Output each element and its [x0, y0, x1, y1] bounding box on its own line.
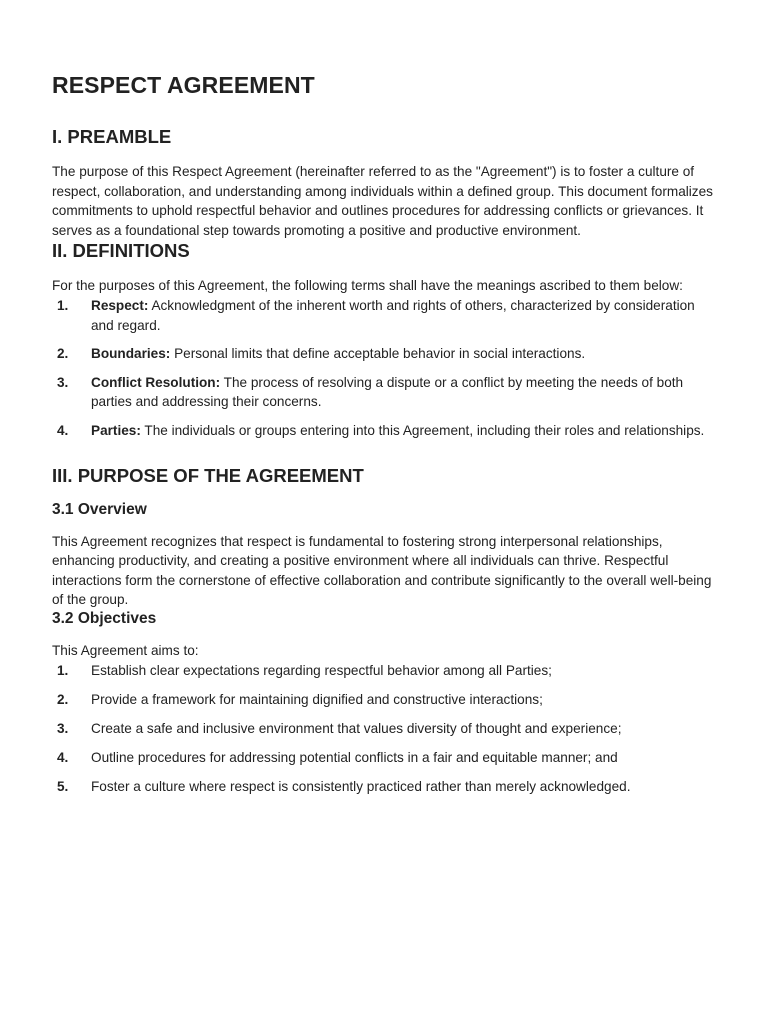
definition-term: Respect: — [91, 297, 149, 313]
definition-text: The individuals or groups entering into this Agreement, including their roles and relationships. — [140, 422, 705, 438]
preamble-text: The purpose of this Respect Agreement (hereinafter referred to as the "Agreement") is to foster a culture of respect, collaboration, and understanding among individuals within a defined group. This document formalizes commitments to uphold respectful behavior and outlines procedures for addressing conflicts or grievances. It serves as a foundational step towards promoting a positive and productive environment. — [52, 164, 713, 238]
list-number: 4. — [57, 750, 69, 766]
list-number: 2. — [57, 346, 69, 362]
definition-term: Parties: — [91, 422, 141, 438]
objective-text: Foster a culture where respect is consistently practiced rather than merely acknowledged. — [91, 779, 631, 795]
objective-text: Outline procedures for addressing potential conflicts in a fair and equitable manner; and — [91, 750, 618, 766]
objective-item — [52, 748, 718, 768]
preamble-section — [52, 126, 718, 240]
objective-item — [52, 661, 718, 681]
objective-text: Create a safe and inclusive environment that values diversity of thought and experience; — [91, 720, 622, 736]
definition-text: The process of resolving a dispute or a conflict by meeting the needs of both parties and addressing their concerns. — [91, 374, 684, 410]
definition-item — [52, 373, 718, 412]
objective-item — [52, 777, 718, 797]
definitions-intro: For the purposes of this Agreement, the following terms shall have the meanings ascribed to them below: — [52, 278, 683, 294]
definition-item — [52, 296, 718, 335]
definition-text: Acknowledgment of the inherent worth and rights of others, characterized by consideration and regard. — [91, 297, 695, 333]
objectives-list — [52, 661, 718, 797]
document-title: RESPECT AGREEMENT — [52, 72, 315, 98]
definition-item — [52, 421, 718, 441]
list-number: 4. — [57, 422, 69, 438]
list-number: 2. — [57, 691, 69, 707]
objective-text: Provide a framework for maintaining dignified and constructive interactions; — [91, 691, 543, 707]
list-number: 5. — [57, 779, 69, 795]
definition-text: Personal limits that define acceptable behavior in social interactions. — [170, 346, 586, 362]
definitions-list — [52, 296, 718, 441]
objective-item — [52, 719, 718, 739]
objectives-heading: 3.2 Objectives — [52, 609, 157, 627]
definitions-section — [52, 240, 718, 440]
overview-text: This Agreement recognizes that respect is fundamental to fostering strong interpersonal relationships, enhancing productivity, and creating a positive environment where all individuals can thrive. Respectful interactions form the cornerstone of effective collaboration and contribute significantly to the overall well-being of the group. — [52, 533, 712, 608]
purpose-heading: III. PURPOSE OF THE AGREEMENT — [52, 464, 364, 486]
list-number: 3. — [57, 720, 69, 736]
preamble-heading: I. PREAMBLE — [52, 126, 172, 147]
list-number: 1. — [57, 297, 69, 313]
purpose-section — [52, 465, 718, 797]
objectives-intro: This Agreement aims to: — [52, 642, 199, 658]
list-number: 3. — [57, 374, 69, 390]
definition-term: Conflict Resolution: — [91, 374, 221, 390]
definition-term: Boundaries: — [91, 346, 171, 362]
objective-text: Establish clear expectations regarding respectful behavior among all Parties; — [91, 662, 552, 678]
list-number: 1. — [57, 662, 69, 678]
overview-heading: 3.1 Overview — [52, 500, 147, 518]
definition-item — [52, 344, 718, 364]
definitions-heading: II. DEFINITIONS — [52, 240, 190, 262]
objective-item — [52, 690, 718, 710]
